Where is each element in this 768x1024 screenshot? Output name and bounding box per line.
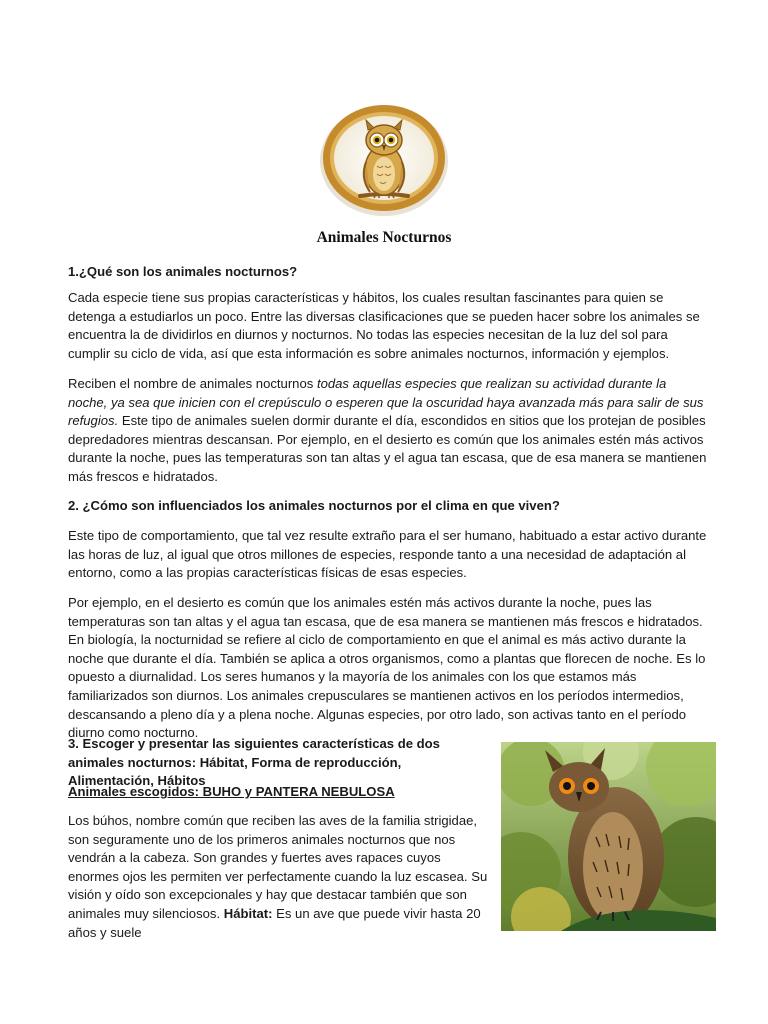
paragraph-2-rest: Este tipo de animales suelen dormir durante el día, escondidos en sitios que los protejan de posibles depredadores mientras descansan. Por ejemplo, en el desierto es común que los animales estén más activos durante la noche, pues las temperaturas son tan altas y el agua tan escasa, que de esa manera se mantienen más frescos e hidratados.: [68, 413, 707, 484]
paragraph-2-emphasis: todas aquellas especies que realizan su actividad durante la noche, ya sea que inicien con el crepúsculo o esperen que la oscuridad haya avanzada más para salir de sus refugios.: [68, 376, 704, 429]
question-2: [68, 497, 708, 516]
paragraph-5-lead: Los búhos, nombre común que reciben las aves de la familia strigidae, son seguramente uno de los primeros animales nocturnos que nos vendrán a la cabeza. Son grandes y fuertes aves rapaces cuyos enormes ojos les permiten ver perfectamente cuando la luz escasea. Su visión y oído son excepcionales y hay que destacar también que son animales muy silenciosos.: [68, 813, 488, 921]
chosen-animals: [68, 783, 468, 802]
owl-logo-icon: [316, 100, 452, 218]
question-1-text: 1.¿Qué son los animales nocturnos?: [68, 264, 298, 279]
question-2-text: 2. ¿Cómo son influenciados los animales nocturnos por el clima en que viven?: [68, 498, 560, 513]
habitat-label: Hábitat:: [223, 905, 273, 921]
paragraph-3-text: Este tipo de comportamiento, que tal vez resulte extraño para el ser humano, habituado a estar activo durante las horas de luz, al igual que otros millones de especies, responde tanto a una necesidad de adaptación al entorno, como a las propias características físicas de esas especies.: [68, 528, 707, 581]
paragraph-2: [68, 375, 708, 487]
paragraph-4-text: Por ejemplo, en el desierto es común que los animales estén más activos durante la noche, pues las temperaturas son tan altas y el agua tan escasa, que de esa manera se mantienen más frescos e hidratados. En biología, la nocturnidad se refiere al ciclo de comportamiento en que el animal es más activo durante la noche que durante el día. También se aplica a otros organismos, como a plantas que florecen de noche. Es lo opuesto a diurnalidad. Los seres humanos y la mayoría de los animales con los que estamos más familiarizados son diurnos. Los animales crepusculares se mantienen activos en los períodos intermedios, descansando a pleno día y a plena noche. Algunas especies, por otro lado, son activas tanto en el período diurno como nocturno.: [68, 595, 706, 741]
paragraph-2-text: [68, 375, 708, 487]
paragraph-2-lead: Reciben el nombre de animales nocturnos: [68, 376, 317, 391]
question-1: [68, 263, 708, 282]
paragraph-4: [68, 594, 708, 743]
document-title: Animales Nocturnos: [316, 229, 452, 246]
paragraph-5-text: [68, 812, 488, 942]
question-3-text: 3. Escoger y presentar las siguientes características de dos animales nocturnos: Hábitat, Forma de reproducción, Alimentación, Hábitos: [68, 736, 440, 789]
paragraph-3: [68, 527, 708, 583]
paragraph-5-rest: Es un ave que puede vivir hasta 20 años y suele: [68, 905, 481, 940]
paragraph-1-text: Cada especie tiene sus propias características y hábitos, los cuales resultan fascinantes para quien se detenga a estudiarlos un poco. Entre las diversas clasificaciones que se pueden hacer sobre los animales se encuentra la de dividirlos en diurnos y nocturnos. No todas las especies necesitan de la luz del sol para cumplir su ciclo de vida, así que esta información es sobre animales nocturnos, información y ejemplos.: [68, 290, 700, 361]
chosen-animals-text: Animales escogidos: BUHO y PANTERA NEBULOSA: [68, 784, 395, 799]
paragraph-5: [68, 812, 488, 942]
eagle-owl-photo-icon: [501, 742, 716, 931]
paragraph-1: [68, 289, 708, 363]
